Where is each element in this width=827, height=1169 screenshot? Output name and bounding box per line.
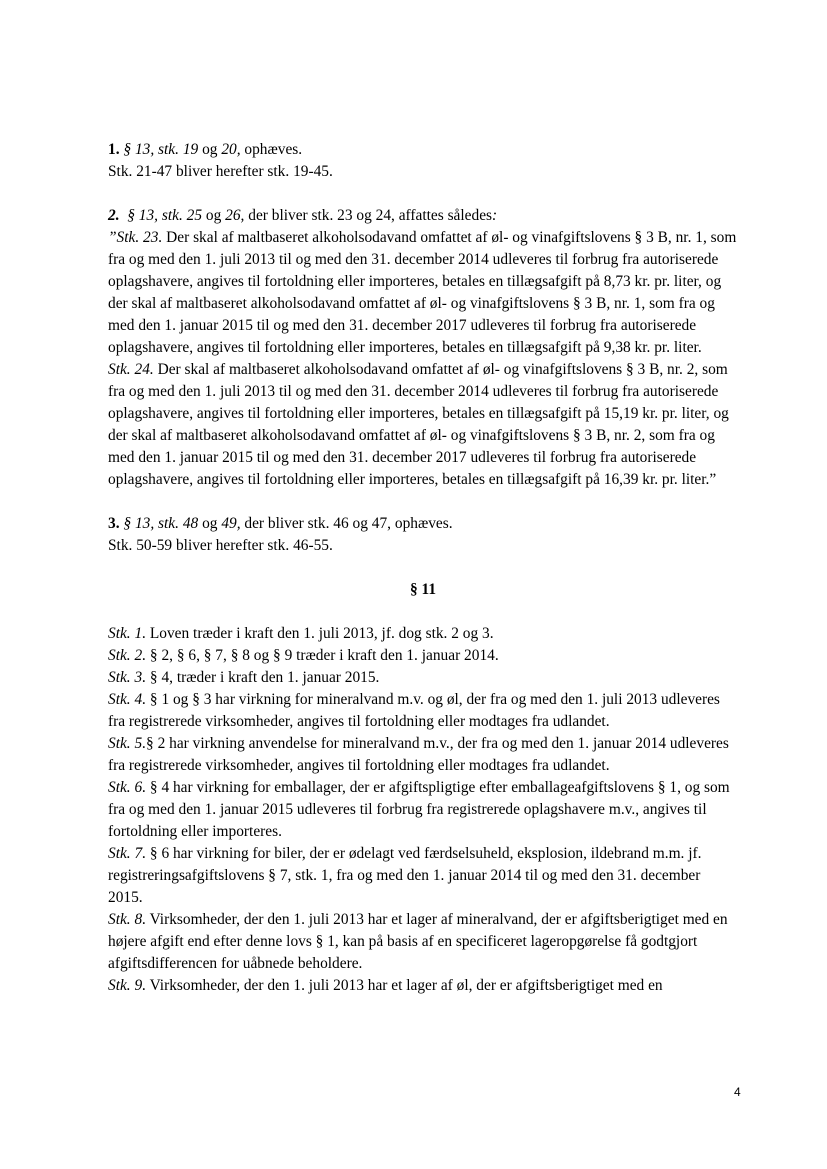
stk-label: Stk. 8. (108, 911, 147, 928)
stk-label: Stk. 5. (108, 735, 147, 752)
item-colon: : (492, 207, 498, 224)
stk-text: Virksomheder, der den 1. juli 2013 har et lager af mineralvand, der er afgiftsberigtiget med en højere afgift end efter denne lovs § 1, kan på basis af en specificeret lageropgørelse få godtgjort afgiftsdifferencen for uåbnede beholdere. (108, 911, 728, 972)
item-text: der bliver stk. 46 og 47, ophæves. (240, 515, 453, 532)
stk-label: Stk. 24. (108, 361, 154, 378)
stk-text: Der skal af maltbaseret alkoholsodavand omfattet af øl- og vinafgiftslovens § 3 B, nr. 1, som fra og med den 1. juli 2013 til og med den 31. december 2014 udleveres til forbrug fra autoriserede oplagshavere, angives til fortoldning eller importeres, betales en tillægsafgift på 8,73 kr. pr. liter, og der skal af maltbaseret alkoholsodavand omfattet af øl- og vinafgiftslovens § 3 B, nr. 1, som fra og med den 1. januar 2015 til og med den 31. december 2017 udleveres til forbrug fra autoriserede oplagshavere, angives til fortoldning eller importeres, betales en tillægsafgift på 9,38 kr. pr. liter. (108, 229, 737, 356)
section-heading: § 11 (409, 581, 437, 598)
item-text: der bliver stk. 23 og 24, affattes således (244, 207, 493, 224)
stk-5-paragraph (108, 733, 738, 777)
stk-9-paragraph (108, 975, 738, 997)
stk-3-paragraph (108, 667, 738, 689)
page-number: 4 (734, 1085, 741, 1099)
item-2 (108, 205, 738, 227)
stk-label: Stk. 4. (108, 691, 147, 708)
stk-23-paragraph (108, 227, 738, 359)
stk-text: Loven træder i kraft den 1. juli 2013, jf. dog stk. 2 og 3. (146, 625, 494, 642)
stk-label: Stk. 2. (108, 647, 147, 664)
stk-text: § 4, træder i kraft den 1. januar 2015. (146, 669, 380, 686)
item-reference: § 13, stk. 19 (123, 141, 199, 158)
item-3-renumbering: Stk. 50-59 bliver herefter stk. 46-55. (108, 537, 333, 554)
item-reference: 20, (221, 141, 241, 158)
item-3 (108, 513, 738, 535)
item-reference: § 13, stk. 25 (127, 207, 203, 224)
stk-label: Stk. 1. (108, 625, 147, 642)
stk-text: § 1 og § 3 har virkning for mineralvand m.v. og øl, der fra og med den 1. juli 2013 udleveres fra registrerede virksomheder, angives til fortoldning eller modtages fra udlandet. (108, 691, 720, 730)
stk-label: Stk. 9. (108, 977, 147, 994)
stk-text: Der skal af maltbaseret alkoholsodavand omfattet af øl- og vinafgiftslovens § 3 B, nr. 2, som fra og med den 1. juli 2013 til og med den 31. december 2014 udleveres til forbrug fra autoriserede oplagshavere, angives til fortoldning eller importeres, betales en tillægsafgift på 15,19 kr. pr. liter, og der skal af maltbaseret alkoholsodavand omfattet af øl- og vinafgiftslovens § 3 B, nr. 2, som fra og med den 1. januar 2015 til og med den 31. december 2017 udleveres til forbrug fra autoriserede oplagshavere, angives til fortoldning eller importeres, betales en tillægsafgift på 16,39 kr. pr. liter.” (108, 361, 729, 488)
stk-text: § 2, § 6, § 7, § 8 og § 9 træder i kraft den 1. januar 2014. (146, 647, 499, 664)
stk-text: § 6 har virkning for biler, der er ødelagt ved færdselsuheld, eksplosion, ildebrand m.m. jf. registreringsafgiftslovens § 7, stk. 1, fra og med den 1. januar 2014 til og med den 31. december 2015. (108, 845, 702, 906)
stk-8-paragraph (108, 909, 738, 975)
stk-label: Stk. 7. (108, 845, 147, 862)
item-conjunction: og (198, 515, 222, 532)
stk-1-paragraph (108, 623, 738, 645)
item-number: 3. (108, 515, 120, 532)
stk-2-paragraph (108, 645, 738, 667)
document-body (108, 139, 738, 997)
stk-label: Stk. 6. (108, 779, 147, 796)
stk-6-paragraph (108, 777, 738, 843)
item-reference: 26, (225, 207, 245, 224)
item-conjunction: og (202, 207, 226, 224)
stk-label: Stk. 3. (108, 669, 147, 686)
item-1-renumbering: Stk. 21-47 bliver herefter stk. 19-45. (108, 163, 333, 180)
item-conjunction: og (198, 141, 222, 158)
stk-7-paragraph (108, 843, 738, 909)
stk-text: § 2 har virkning anvendelse for mineralvand m.v., der fra og med den 1. januar 2014 udleveres fra registrerede virksomheder, angives til fortoldning eller modtages fra udlandet. (108, 735, 729, 774)
item-reference: 49, (221, 515, 241, 532)
stk-4-paragraph (108, 689, 738, 733)
stk-text: Virksomheder, der den 1. juli 2013 har et lager af øl, der er afgiftsberigtiget med en (146, 977, 663, 994)
item-reference: § 13, stk. 48 (123, 515, 199, 532)
stk-text: § 4 har virkning for emballager, der er afgiftspligtige efter emballageafgiftslovens § 1, og som fra og med den 1. januar 2015 udleveres til forbrug fra registrerede oplagshavere m.v., angives til fortoldning eller importeres. (108, 779, 730, 840)
item-number: 1. (108, 141, 120, 158)
stk-label: ”Stk. 23. (108, 229, 163, 246)
item-1 (108, 139, 738, 161)
item-number: 2. (108, 207, 120, 224)
stk-24-paragraph (108, 359, 738, 491)
item-text: ophæves. (240, 141, 303, 158)
